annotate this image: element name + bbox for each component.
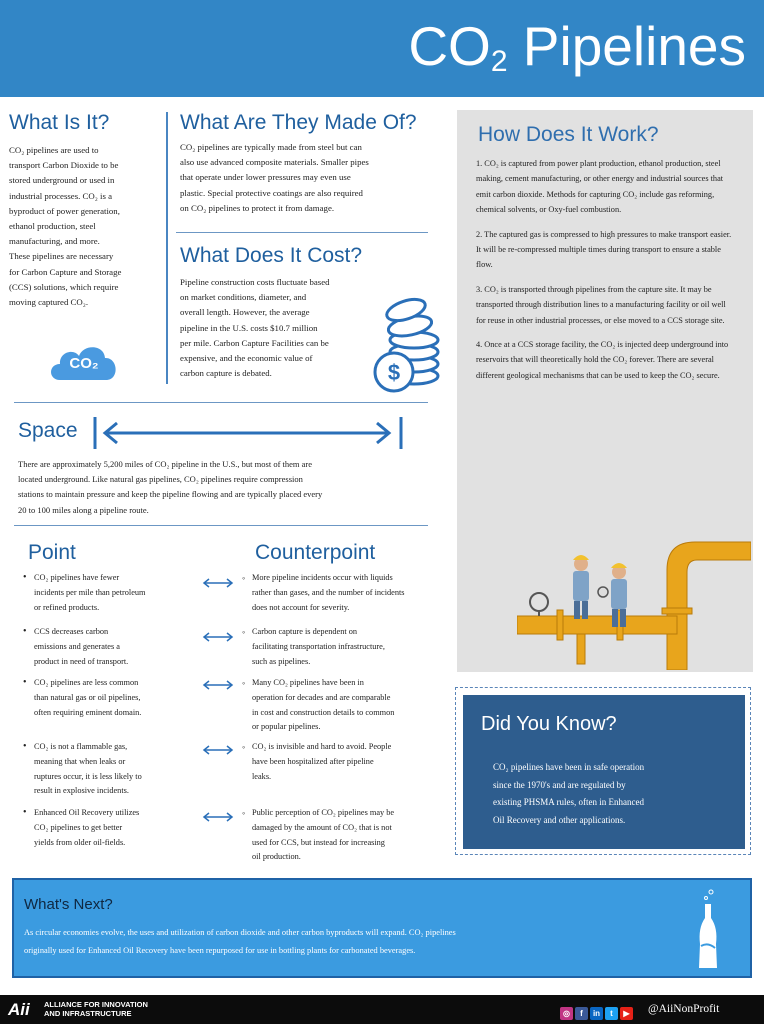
double-arrow-icon: [202, 809, 234, 827]
footer-bar: [0, 995, 764, 1024]
space-text: There are approximately 5,200 miles of CO₂ pipeline in the U.S., but most of them are located underground. Like natural gas pipelines, CO₂ pipelines require compression stations to maintain pressure and keep the pipeline flowing and are typically placed every 20 to 100 miles along a pipeline route.: [18, 459, 323, 515]
pipeline-workers-illustration: [517, 520, 751, 670]
divider-vertical: [166, 112, 168, 384]
double-arrow-icon: [202, 677, 234, 695]
counterpoint-item: ◦ Many CO₂ pipelines have been in operation for decades and are comparable in cost and construction details to common or popular pipelines.: [252, 676, 458, 735]
whats-next-panel: [12, 878, 752, 978]
youtube-icon[interactable]: ▶: [620, 1007, 633, 1020]
counterpoint-heading: Counterpoint: [255, 541, 376, 564]
counterpoint-item: ◦ Carbon capture is dependent on facilitating transportation infrastructure, such as pipelines.: [252, 625, 458, 669]
did-you-know-heading: Did You Know?: [481, 713, 617, 735]
co2-cloud-icon: [46, 338, 122, 386]
point-heading: Point: [28, 541, 76, 564]
cost-heading: What Does It Cost?: [180, 244, 363, 267]
how-step: 1. CO₂ is captured from power plant production, ethanol production, steel making, cement manufacturing, or other energy and industrial sources that emit carbon dioxide. Methods for capturing CO₂ include gas reforming, chemical solvents, or Oxy-fuel combustion.: [476, 159, 724, 215]
point-item: • CO₂ is not a flammable gas, meaning that when leaks or ruptures occur, it is less likely to result in explosive incidents.: [34, 740, 174, 799]
bottle-icon: [696, 888, 720, 970]
twitter-icon[interactable]: t: [605, 1007, 618, 1020]
made-of-text: CO₂ pipelines are typically made from steel but can also use advanced composite materials. Smaller pipes that operate under lower pressures may even use plastic. Special protective coatings are also required on CO₂ pipelines to protect it from damage.: [180, 142, 369, 213]
how-it-works-panel: [457, 110, 753, 672]
counterpoint-item: ◦ CO₂ is invisible and hard to avoid. People have been hospitalized after pipeline leaks.: [252, 740, 458, 784]
facebook-icon[interactable]: f: [575, 1007, 588, 1020]
how-step: 2. The captured gas is compressed to high pressures to make transport easier. It will be re-compressed multiple times during transport to ensure a stable flow.: [476, 229, 732, 270]
how-step: 3. CO₂ is transported through pipelines from the capture site. It may be transported through distribution lines to a manufacturing facility or oil well for reuse in other industrial processes, or else moved to a CCS storage site.: [476, 284, 726, 325]
page-title: $CO_2$ Pipelines: [408, 15, 746, 78]
point-item: • CO₂ pipelines are less common than natural gas or oil pipelines, often requiring eminent domain.: [34, 676, 174, 720]
point-item: • CCS decreases carbon emissions and generates a product in need of transport.: [34, 625, 174, 669]
made-of-heading: What Are They Made Of?: [180, 111, 417, 134]
linkedin-icon[interactable]: in: [590, 1007, 603, 1020]
whats-next-heading: What's Next?: [24, 896, 113, 913]
svg-text:$: $: [387, 360, 401, 385]
did-you-know-text: CO₂ pipelines have been in safe operation since the 1970's and are regulated by existing PHSMA rules, often in Enhanced Oil Recovery and other applications.: [493, 762, 645, 825]
instagram-icon[interactable]: ◎: [560, 1007, 573, 1020]
whats-next-text: As circular economies evolve, the uses and utilization of carbon dioxide and other carbon byproducts will expand. CO₂ pipelines originally used for Enhanced Oil Recovery have been repurposed for use in bottling plants for carbonated beverages.: [24, 928, 456, 955]
how-heading: How Does It Work?: [478, 123, 659, 146]
co2-cloud-label: CO₂: [69, 355, 99, 372]
what-is-it-heading: What Is It?: [9, 111, 110, 134]
how-step: 4. Once at a CCS storage facility, the CO₂ is injected deep underground into reservoirs that will theoretically hold the CO₂ forever. There are several different geological mechanisms that can be used to keep the CO₂ secure.: [476, 340, 729, 380]
social-icons: [560, 1003, 635, 1016]
aii-logo: Aii: [8, 1000, 30, 1019]
double-arrow-icon: [202, 629, 234, 647]
counterpoint-item: ◦ More pipeline incidents occur with liquids rather than gases, and the number of incidents does not account for severity.: [252, 571, 458, 615]
space-heading: Space: [18, 419, 78, 442]
header-banner: [0, 0, 764, 97]
what-is-it-text: CO₂ pipelines are used to transport Carbon Dioxide to be stored underground or used in industrial processes. CO₂ is a byproduct of power generation, ethanol production, steel manufacturing, and more. These pipelines are necessary for Carbon Capture and Storage (CCS) solutions, which require moving captured CO₂.: [9, 145, 122, 308]
double-arrow-icon: [202, 575, 234, 593]
social-handle[interactable]: @AiiNonProfit: [648, 1003, 720, 1015]
divider-horizontal: [14, 402, 428, 403]
point-item: • Enhanced Oil Recovery utilizes CO₂ pipelines to get better yields from older oil-fields.: [34, 806, 174, 850]
double-arrow-icon: [202, 742, 234, 760]
coin-stack-icon: [370, 296, 446, 394]
how-steps-list: [476, 156, 736, 392]
did-you-know-panel: [463, 695, 745, 849]
divider-horizontal: [14, 525, 428, 526]
org-name: ALLIANCE FOR INNOVATION AND INFRASTRUCTURE: [44, 1000, 148, 1018]
counterpoint-item: ◦ Public perception of CO₂ pipelines may be damaged by the amount of CO₂ that is not used for CCS, but instead for increasing oil production.: [252, 806, 458, 865]
point-item: • CO₂ pipelines have fewer incidents per mile than petroleum or refined products.: [34, 571, 174, 615]
divider-horizontal: [176, 232, 428, 233]
cost-text: Pipeline construction costs fluctuate based on market conditions, diameter, and overall length. However, the average pipeline in the U.S. costs $10.7 million per mile. Carbon Capture Facilities can be expensive, and the economic value of carbon capture is debated.: [180, 277, 330, 379]
double-arrow-icon: [93, 415, 405, 456]
